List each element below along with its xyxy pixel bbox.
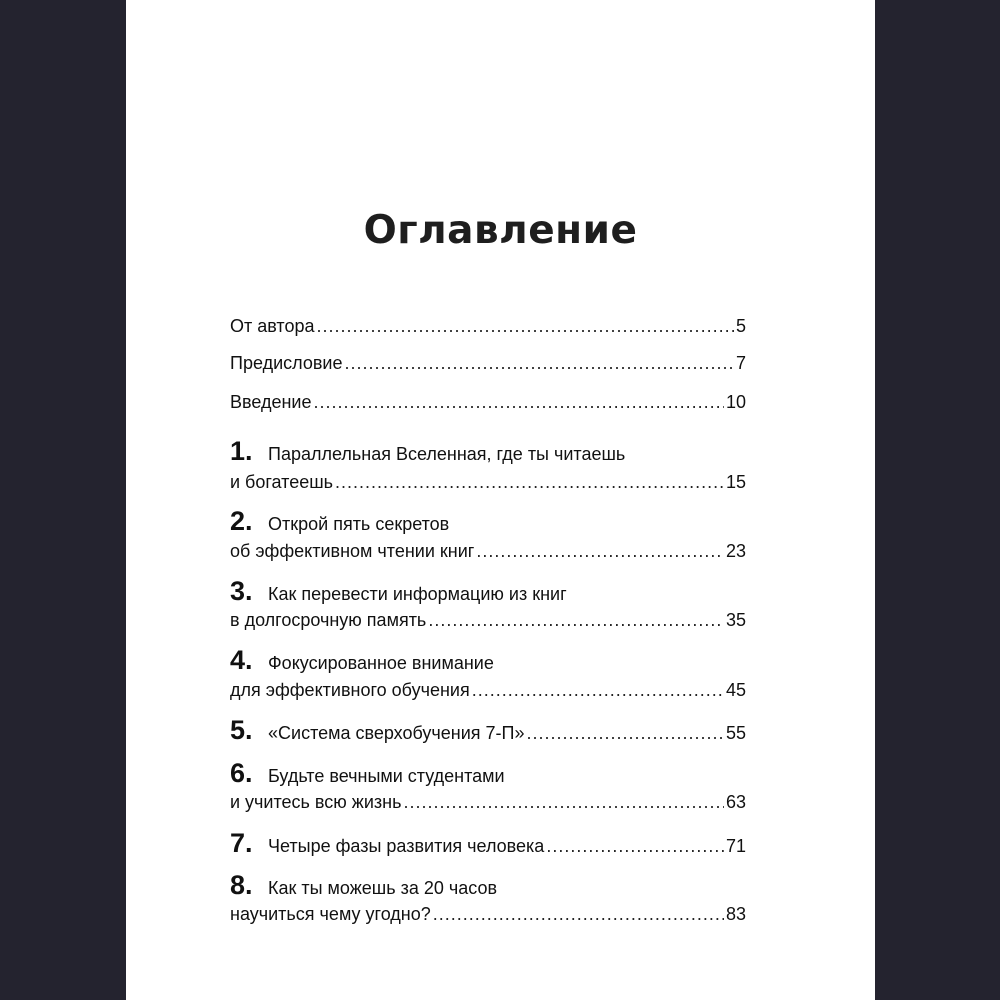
toc-chapter-4-entry[interactable] (230, 680, 746, 701)
toc-chapter-1-heading[interactable] (230, 436, 625, 467)
toc-page-number: 35 (725, 610, 746, 630)
chapter-number: 7. (230, 828, 253, 858)
dot-leader (344, 353, 734, 374)
toc-page-number: 71 (725, 836, 746, 856)
dot-leader (527, 723, 724, 744)
chapter-title-line1: Четыре фазы развития человека (268, 836, 545, 856)
chapter-number: 5. (230, 715, 253, 745)
chapter-title-line1: Как перевести информацию из книг (268, 584, 567, 604)
chapter-title-line1: Как ты можешь за 20 часов (268, 878, 498, 898)
toc-entry-preface[interactable] (230, 353, 746, 374)
toc-chapter-7-entry[interactable] (230, 828, 746, 859)
toc-entry-introduction[interactable] (230, 392, 746, 413)
toc-page-number: 45 (725, 680, 746, 700)
chapter-number: 2. (230, 506, 253, 536)
chapter-number: 1. (230, 436, 253, 466)
chapter-number: 4. (230, 645, 253, 675)
toc-chapter-3-entry[interactable] (230, 610, 746, 631)
chapter-title-line2: для эффективного обучения (230, 680, 470, 700)
toc-chapter-8-entry[interactable] (230, 904, 746, 925)
chapter-title-line1: «Система сверхобучения 7-П» (268, 723, 525, 743)
toc-entry-from-author[interactable] (230, 316, 746, 337)
toc-chapter-2-heading[interactable] (230, 506, 449, 537)
toc-chapter-6-heading[interactable] (230, 758, 505, 789)
dot-leader (335, 472, 724, 493)
toc-chapter-3-heading[interactable] (230, 576, 567, 607)
chapter-title-line1: Будьте вечными студентами (268, 766, 505, 786)
toc-entry-label: Введение (230, 392, 312, 412)
toc-chapter-4-heading[interactable] (230, 645, 494, 676)
toc-entry-label: От автора (230, 316, 315, 336)
dot-leader (476, 541, 724, 562)
chapter-number: 3. (230, 576, 253, 606)
chapter-title-line2: в долгосрочную память (230, 610, 427, 630)
toc-page-number: 15 (725, 472, 746, 492)
dot-leader (428, 610, 724, 631)
toc-page-number: 23 (725, 541, 746, 561)
toc-page-number: 5 (735, 316, 746, 336)
chapter-title-line1: Фокусированное внимание (268, 653, 494, 673)
chapter-title-line2: научиться чему угодно? (230, 904, 431, 924)
toc-chapter-1-entry[interactable] (230, 472, 746, 493)
chapter-title-line2: об эффективном чтении книг (230, 541, 475, 561)
toc-page-number: 55 (725, 723, 746, 743)
dot-leader (314, 392, 724, 413)
dot-leader (433, 904, 724, 925)
toc-page-number: 10 (725, 392, 746, 412)
dot-leader (546, 836, 724, 857)
toc-page-number: 83 (725, 904, 746, 924)
toc-entry-label: Предисловие (230, 353, 343, 373)
toc-chapter-5-entry[interactable] (230, 715, 746, 746)
chapter-title-line1: Параллельная Вселенная, где ты читаешь (268, 444, 626, 464)
page-title: Оглавление (363, 208, 638, 253)
toc-chapter-6-entry[interactable] (230, 792, 746, 813)
toc-chapter-8-heading[interactable] (230, 870, 497, 901)
toc-page-number: 63 (725, 792, 746, 812)
toc-chapter-2-entry[interactable] (230, 541, 746, 562)
dot-leader (472, 680, 724, 701)
chapter-number: 8. (230, 870, 253, 900)
dot-leader (317, 316, 734, 337)
chapter-title-line1: Открой пять секретов (268, 514, 450, 534)
chapter-number: 6. (230, 758, 253, 788)
toc-page-number: 7 (735, 353, 746, 373)
dot-leader (403, 792, 724, 813)
chapter-title-line2: и богатеешь (230, 472, 334, 492)
book-page (126, 0, 875, 1000)
chapter-title-line2: и учитесь всю жизнь (230, 792, 402, 812)
